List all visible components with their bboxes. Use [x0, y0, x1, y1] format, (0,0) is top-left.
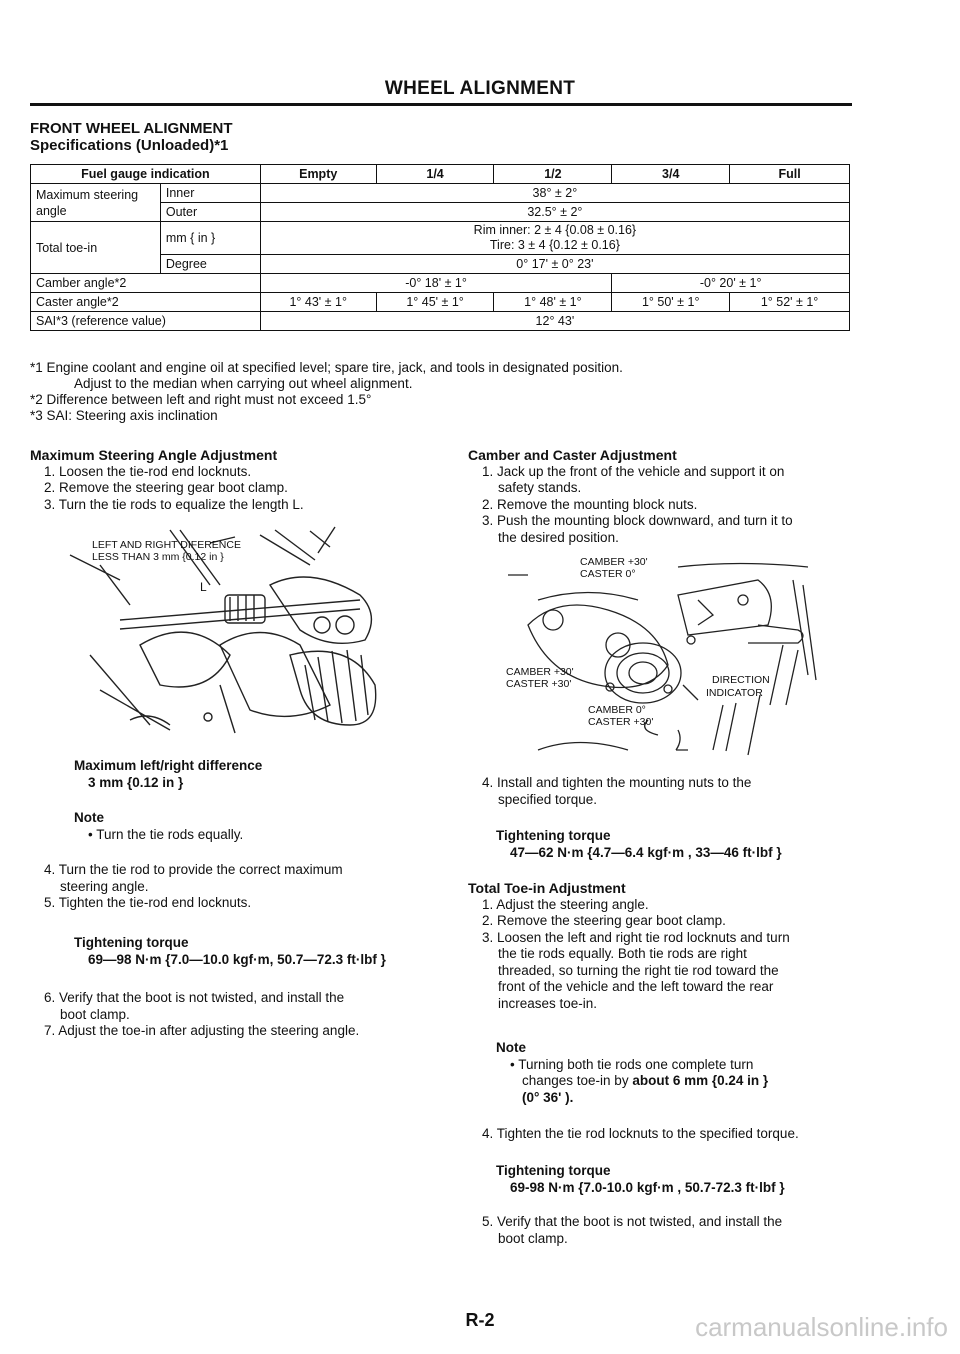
sai-label: SAI*3 (reference value): [31, 312, 261, 331]
camber-label: Camber angle*2: [31, 274, 261, 293]
right-note-line2: [496, 1073, 896, 1090]
right-step: 4. Install and tighten the mounting nuts to the: [482, 775, 752, 790]
right-note-title: Note: [496, 1040, 526, 1055]
footnote-2: *2 Difference between left and right must not exceed 1.5°: [30, 392, 372, 407]
fig-top-caster: CASTER 0°: [580, 568, 636, 580]
toe-mm-line1: Rim inner: 2 ± 4 {0.08 ± 0.16}: [473, 223, 637, 237]
table-row: [31, 293, 850, 312]
camber-value-b: -0° 20' ± 1°: [612, 274, 850, 293]
fig-indicator: INDICATOR: [706, 687, 763, 699]
right-step4: [468, 775, 888, 808]
toe-mm-value: [260, 222, 849, 255]
caster-half: 1° 48' ± 1°: [494, 293, 612, 312]
inner-label: Inner: [160, 184, 260, 203]
left-step: 6. Verify that the boot is not twisted, and install the: [44, 990, 345, 1005]
outer-label: Outer: [160, 203, 260, 222]
right-column: [468, 447, 868, 546]
max-diff-block: [74, 758, 454, 791]
fig-label-less-than: LESS THAN 3 mm {0.12 in }: [92, 551, 224, 563]
right-torque-title: Tightening torque: [496, 828, 611, 843]
toe-deg-label: Degree: [160, 255, 260, 274]
toe-in-heading: Total Toe-in Adjustment: [468, 880, 626, 896]
th-fuel: Fuel gauge indication: [31, 165, 261, 184]
table-row: [31, 312, 850, 331]
footnote-1: *1 Engine coolant and engine oil at specified level; spare tire, jack, and tools in designated position.: [30, 360, 623, 375]
th-full: Full: [730, 165, 850, 184]
max-diff-value: 3 mm {0.12 in }: [88, 774, 184, 790]
caster-full: 1° 52' ± 1°: [730, 293, 850, 312]
left-torque-value: 69—98 N·m {7.0—10.0 kgf·m, 50.7—72.3 ft·lbf }: [88, 951, 386, 967]
right-step-cont: boot clamp.: [498, 1230, 568, 1246]
camber-value-a: -0° 18' ± 1°: [260, 274, 612, 293]
right-torque2-value: 69-98 N·m {7.0-10.0 kgf·m , 50.7-72.3 ft·lbf }: [510, 1179, 785, 1195]
page-title: WHEEL ALIGNMENT: [384, 78, 576, 99]
right-step-cont: safety stands.: [498, 480, 582, 495]
footnotes: [30, 360, 623, 424]
toe-step: 2. Remove the steering gear boot clamp.: [482, 913, 726, 928]
right-note-line2-bold: about 6 mm {0.24 in }: [632, 1073, 769, 1088]
left-column: [30, 447, 450, 513]
table-header-row: [31, 165, 850, 184]
toe-deg-value: 0° 17' ± 0° 23': [260, 255, 849, 274]
footnote-3: *3 SAI: Steering axis inclination: [30, 408, 218, 423]
outer-value: 32.5° ± 2°: [260, 203, 849, 222]
right-note-line3: (0° 36' ).: [522, 1089, 574, 1105]
page-number: R-2: [465, 1310, 495, 1330]
fig-mid-camber: CAMBER +30': [506, 666, 574, 678]
right-torque-value: 47—62 N·m {4.7—6.4 kgf·m , 33—46 ft·lbf }: [510, 844, 782, 860]
table-row: [31, 184, 850, 203]
left-note: [74, 810, 454, 843]
right-heading: Camber and Caster Adjustment: [468, 447, 677, 463]
right-step-cont: the desired position.: [498, 529, 619, 545]
right-torque2-title: Tightening torque: [496, 1163, 611, 1178]
left-step: 3. Turn the tie rods to equalize the length L.: [44, 496, 304, 512]
toe-mm-line2: Tire: 3 ± 4 {0.12 ± 0.16}: [489, 238, 620, 252]
left-step: 7. Adjust the toe-in after adjusting the steering angle.: [44, 1023, 360, 1038]
fig-label-difference: LEFT AND RIGHT DIFERENCE: [92, 539, 241, 551]
left-step: 5. Tighten the tie-rod end locknuts.: [44, 895, 252, 910]
right-step-cont: specified torque.: [498, 791, 598, 807]
mounting-block-illustration: [498, 555, 828, 765]
max-steer-label: Maximum steering angle: [31, 184, 161, 222]
spec-table: [30, 164, 850, 331]
right-step: 2. Remove the mounting block nuts.: [482, 496, 698, 512]
toe-step-cont: threaded, so turning the right tie rod toward the: [498, 962, 779, 978]
toe-in-block: [468, 880, 888, 1012]
right-step: 4. Tighten the tie rod locknuts to the specified torque.: [482, 1126, 799, 1141]
left-step: 1. Loosen the tie-rod end locknuts.: [44, 463, 252, 479]
caster-quarter: 1° 45' ± 1°: [376, 293, 494, 312]
section-title: FRONT WHEEL ALIGNMENT: [30, 120, 233, 137]
left-torque: [74, 935, 474, 968]
mounting-block-figure: [498, 555, 828, 765]
toe-mm-label: mm { in }: [160, 222, 260, 255]
left-step-cont: steering angle.: [60, 878, 149, 894]
fig-label-L: L: [200, 580, 207, 594]
right-step: 1. Jack up the front of the vehicle and support it on: [482, 463, 785, 479]
table-row: [31, 222, 850, 255]
left-torque-title: Tightening torque: [74, 935, 189, 950]
max-diff-title: Maximum left/right difference: [74, 758, 263, 773]
fig-direction: DIRECTION: [712, 674, 770, 686]
right-torque-2: [496, 1163, 916, 1196]
caster-label: Caster angle*2: [31, 293, 261, 312]
th-empty: Empty: [260, 165, 376, 184]
fig-top-camber: CAMBER +30': [580, 556, 648, 568]
th-three-quarter: 3/4: [612, 165, 730, 184]
footer-watermark: carmanualsonline.info: [695, 1312, 948, 1342]
th-half: 1/2: [494, 165, 612, 184]
toe-step-cont: the tie rods equally. Both tie rods are right: [498, 946, 747, 961]
table-row: [31, 274, 850, 293]
right-step5: [468, 1214, 888, 1247]
left-step: 4. Turn the tie rod to provide the correct maximum: [44, 862, 343, 877]
right-step: 3. Push the mounting block downward, and turn it to: [482, 513, 793, 528]
right-step4b: [468, 1126, 908, 1143]
right-torque: [496, 828, 916, 861]
fig-bot-caster: CASTER +30': [588, 716, 654, 728]
sai-value: 12° 43': [260, 312, 849, 331]
left-step: 2. Remove the steering gear boot clamp.: [44, 480, 288, 495]
caster-empty: 1° 43' ± 1°: [260, 293, 376, 312]
right-note-line1: • Turning both tie rods one complete turn: [510, 1056, 754, 1072]
toe-step-cont: increases toe-in.: [498, 995, 598, 1011]
title-rule: [30, 103, 852, 106]
toe-step: 1. Adjust the steering angle.: [482, 896, 649, 912]
right-step: 5. Verify that the boot is not twisted, and install the: [482, 1214, 783, 1229]
toe-label: Total toe-in: [31, 222, 161, 274]
fig-mid-caster: CASTER +30': [506, 678, 572, 690]
fig-bot-camber: CAMBER 0°: [588, 704, 646, 716]
left-note-title: Note: [74, 810, 104, 825]
caster-three-quarter: 1° 50' ± 1°: [612, 293, 730, 312]
left-steps-b: [30, 862, 450, 912]
left-note-text: • Turn the tie rods equally.: [88, 826, 244, 842]
subsection-title: Specifications (Unloaded)*1: [30, 137, 229, 154]
left-heading: Maximum Steering Angle Adjustment: [30, 447, 278, 463]
toe-step-cont: front of the vehicle and the left toward the rear: [498, 979, 774, 994]
left-step-cont: boot clamp.: [60, 1006, 130, 1022]
footnote-1-cont: Adjust to the median when carrying out wheel alignment.: [74, 376, 413, 391]
right-note-line2-pre: changes toe-in by: [522, 1073, 633, 1088]
toe-step: 3. Loosen the left and right tie rod locknuts and turn: [482, 929, 790, 945]
left-steps-c: [30, 990, 450, 1040]
inner-value: 38° ± 2°: [260, 184, 849, 203]
right-note: [496, 1040, 896, 1106]
th-quarter: 1/4: [376, 165, 494, 184]
